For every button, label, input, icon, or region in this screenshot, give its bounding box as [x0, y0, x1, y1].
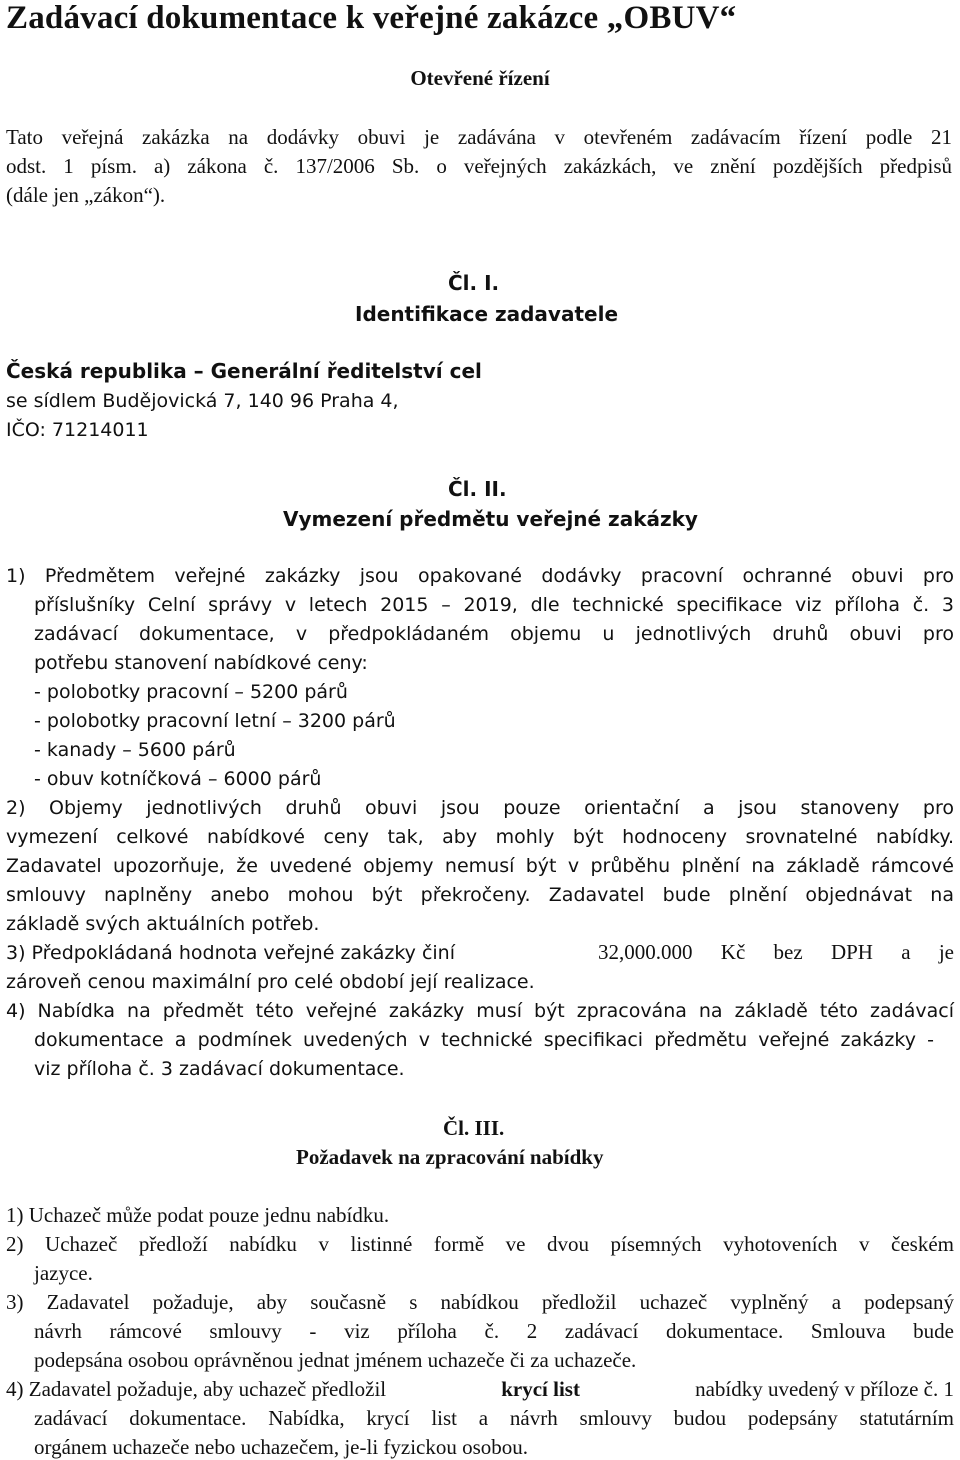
- article-2-heading: Vymezení předmětu veřejné zakázky: [283, 507, 698, 531]
- article-1-heading: Identifikace zadavatele: [355, 302, 619, 326]
- cover-sheet-term: krycí list: [501, 1377, 580, 1401]
- requirement-2-line-1: 2) Uchazeč předloží nabídku v listinné formě ve dvou písemných vyhotoveních v českém: [6, 1232, 954, 1256]
- quantity-item: - polobotky pracovní letní – 3200 párů: [34, 710, 396, 732]
- subject-line-2: příslušníky Celní správy v letech 2015 – 2019, dle technické specifikace viz příloha č. 3: [34, 594, 954, 616]
- requirement-3-line-2: návrh rámcové smlouvy - viz příloha č. 2 zadávací dokumentace. Smlouva bude: [34, 1319, 954, 1343]
- requirement-4-line-1: [6, 1377, 954, 1402]
- estimated-value: 32,000.000 Kč bez DPH a je: [598, 940, 954, 964]
- volumes-line-5: základě svých aktuálních potřeb.: [6, 913, 320, 935]
- procedure-type: Otevřené řízení: [410, 66, 550, 90]
- subject-line-4: potřebu stanovení nabídkové ceny:: [34, 652, 368, 674]
- offer-basis-line-1: 4) Nabídka na předmět této veřejné zakázky musí být zpracována na základě této zadávací: [6, 1000, 954, 1022]
- offer-basis-line-3: viz příloha č. 3 zadávací dokumentace.: [34, 1058, 405, 1080]
- intro-line-3: (dále jen „zákon“).: [6, 183, 166, 207]
- requirement-4-text: 4) Zadavatel požaduje, aby uchazeč předložil: [6, 1377, 387, 1401]
- requirement-3-line-1: 3) Zadavatel požaduje, aby současně s nabídkou předložil uchazeč vyplněný a podepsaný: [6, 1290, 954, 1314]
- contracting-authority-address: se sídlem Budějovická 7, 140 96 Praha 4,: [6, 390, 399, 412]
- volumes-line-1: 2) Objemy jednotlivých druhů obuvi jsou pouze orientační a jsou stanoveny pro: [6, 797, 954, 819]
- offer-basis-line-2: dokumentace a podmínek uvedených v technické specifikaci předmětu veřejné zakázky -: [34, 1029, 934, 1051]
- volumes-line-2: vymezení celkové nabídkové ceny tak, aby mohly být hodnoceny srovnatelné nabídky.: [6, 826, 954, 848]
- estimated-value-cont: zároveň cenou maximální pro celé období její realizace.: [6, 971, 535, 993]
- requirement-item: 1) Uchazeč může podat pouze jednu nabídku.: [6, 1203, 390, 1227]
- requirement-4-line-2: zadávací dokumentace. Nabídka, krycí list a návrh smlouvy budou podepsány statutárním: [34, 1406, 954, 1430]
- article-1-number: Čl. I.: [448, 271, 500, 295]
- requirement-4-line-3: orgánem uchazeče nebo uchazečem, je-li fyzickou osobou.: [34, 1435, 529, 1459]
- article-2-number: Čl. II.: [448, 477, 507, 501]
- volumes-line-4: smlouvy naplněny anebo mohou být překročeny. Zadavatel bude plnění objednávat na: [6, 884, 954, 906]
- quantity-item: - obuv kotníčková – 6000 párů: [34, 768, 322, 790]
- estimated-value-label: 3) Předpokládaná hodnota veřejné zakázky činí: [6, 942, 455, 964]
- requirement-4-text: nabídky uvedený v příloze č. 1: [695, 1377, 954, 1401]
- intro-line-1: Tato veřejná zakázka na dodávky obuvi je zadávána v otevřeném zadávacím řízení podle 21: [6, 125, 952, 149]
- article-3-heading: Požadavek na zpracování nabídky: [296, 1145, 604, 1169]
- volumes-line-3: Zadavatel upozorňuje, že uvedené objemy nemusí být v průběhu plnění na základě rámcové: [6, 855, 954, 877]
- contracting-authority-ico: IČO: 71214011: [6, 419, 149, 441]
- article-3-number: Čl. III.: [443, 1116, 505, 1140]
- contracting-authority-name: Česká republika – Generální ředitelství cel: [6, 359, 482, 383]
- quantity-item: - polobotky pracovní – 5200 párů: [34, 681, 348, 703]
- intro-line-2: odst. 1 písm. a) zákona č. 137/2006 Sb. o veřejných zakázkách, ve znění pozdějších předpisů: [6, 154, 952, 178]
- document-title: Zadávací dokumentace k veřejné zakázce „OBUV“: [6, 0, 737, 36]
- requirement-2-line-2: jazyce.: [34, 1261, 93, 1285]
- subject-line-1: 1) Předmětem veřejné zakázky jsou opakované dodávky pracovní ochranné obuvi pro: [6, 565, 954, 587]
- requirement-3-line-3: podepsána osobou oprávněnou jednat jménem uchazeče či za uchazeče.: [34, 1348, 637, 1372]
- subject-line-3: zadávací dokumentace, v předpokládaném objemu u jednotlivých druhů obuvi pro: [34, 623, 954, 645]
- quantity-item: - kanady – 5600 párů: [34, 739, 236, 761]
